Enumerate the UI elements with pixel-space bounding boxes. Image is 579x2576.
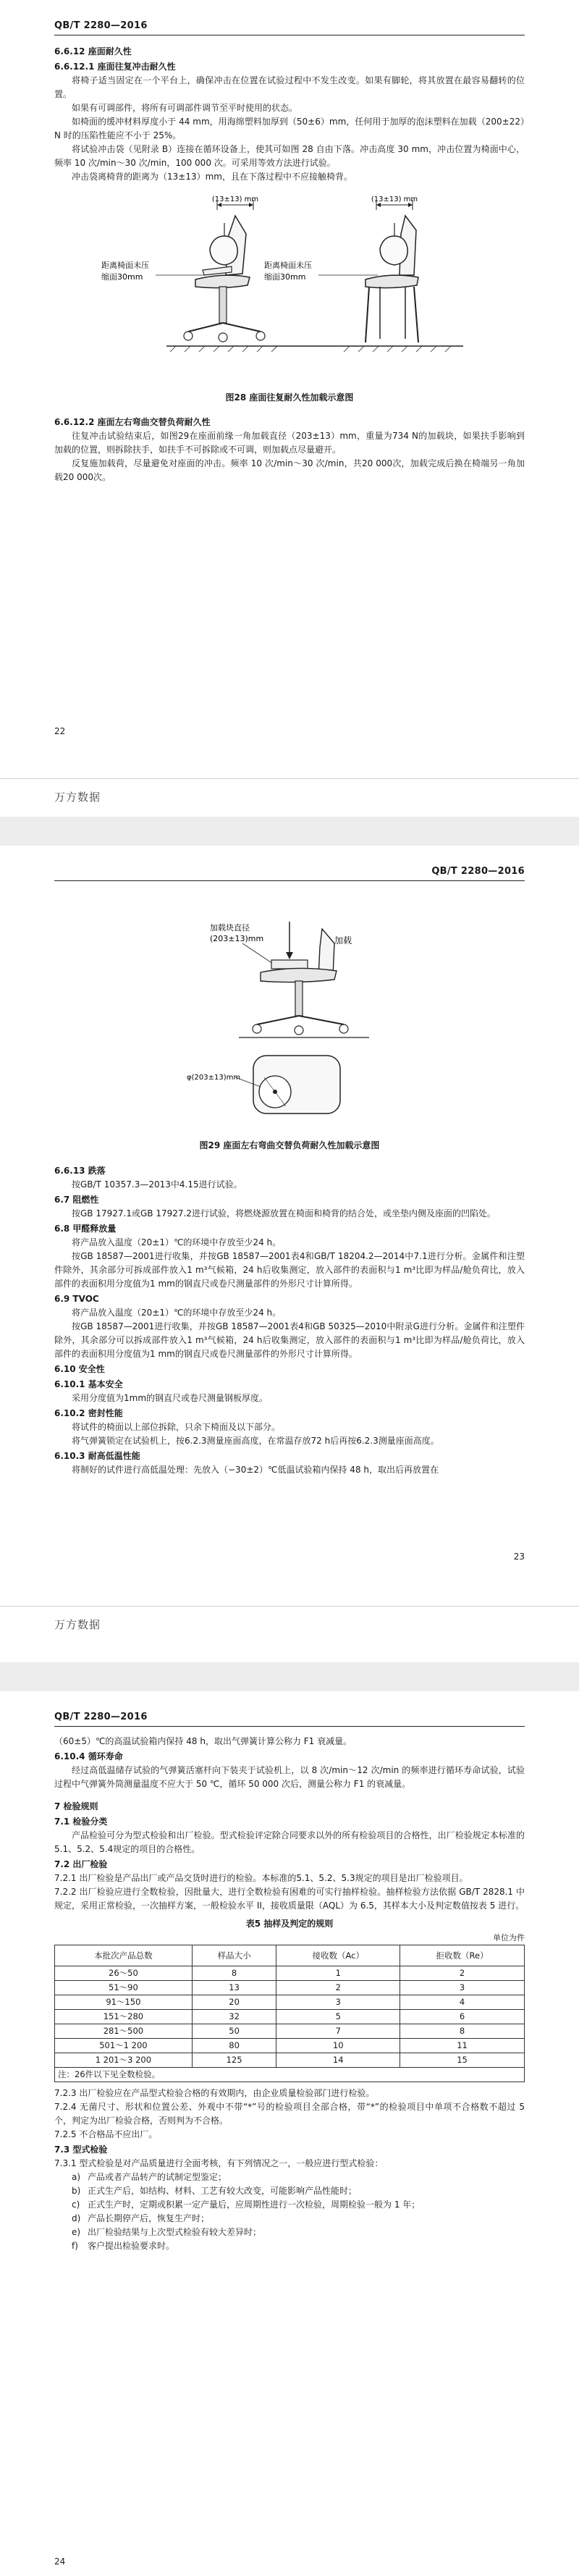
subsection-heading: 6.10.4 循环寿命 xyxy=(54,1751,123,1761)
table-cell: 26～50 xyxy=(55,1966,193,1981)
table-cell: 50 xyxy=(192,2024,276,2039)
subsection-heading: 6.6.12.1 座面往复冲击耐久性 xyxy=(54,62,176,72)
paragraph: 将产品放入温度（20±1）℃的环境中存放至少24 h。 xyxy=(72,1237,282,1247)
table-cell: 15 xyxy=(400,2053,525,2068)
paragraph: 将椅子适当固定在一个平台上，确保冲击在位置在试验过程中不发生改变。如果有脚轮，将其放置在最容易翻转的位置。 xyxy=(54,75,525,99)
paragraph: 采用分度值为1mm的钢直尺或卷尺测量钢板厚度。 xyxy=(72,1393,269,1403)
sampling-table xyxy=(54,1945,525,2082)
header-rule xyxy=(54,1726,525,1727)
table-header-row xyxy=(55,1945,525,1966)
paragraph: 反复施加载荷，尽量避免对座面的冲击。频率 10 次/min～30 次/min，共20 000次，加载完成后换在椅端另一角加载20 000次。 xyxy=(54,458,525,482)
paragraph: 7.3.1 型式检验是对产品质量进行全面考核，有下列情况之一，一般应进行型式检验： xyxy=(54,2158,384,2168)
paragraph: 7.2.1 出厂检验是产品出厂或产品交货时进行的检验。本标准的5.1、5.2、5.3规定的项目是出厂检验项目。 xyxy=(54,1873,468,1883)
subsection-heading: 6.10.3 耐高低温性能 xyxy=(54,1451,140,1461)
paragraph: 将制好的试件进行高低温处理：先放入（−30±2）℃低温试验箱内保持 48 h，取出后再放置在 xyxy=(72,1465,439,1475)
page-gap xyxy=(0,1662,579,1691)
table-cell: 8 xyxy=(400,2024,525,2039)
section-heading: 6.7 阻燃性 xyxy=(54,1195,99,1205)
table-row xyxy=(55,1966,525,1981)
section-heading: 6.9 TVOC xyxy=(54,1294,99,1304)
section-heading: 7.3 型式检验 xyxy=(54,2144,108,2155)
document-page-22 xyxy=(0,0,579,817)
table-cell: 80 xyxy=(192,2039,276,2053)
footer-brand: 万方数据 xyxy=(54,791,101,804)
table-cell: 91～150 xyxy=(55,1995,193,2010)
subsection-heading: 6.6.12.2 座面左右弯曲交替负荷耐久性 xyxy=(54,417,211,427)
figure-caption: 图28 座面往复耐久性加载示意图 xyxy=(225,392,354,403)
footer-divider xyxy=(0,1606,579,1607)
table-title: 表5 抽样及判定的规则 xyxy=(245,1919,334,1929)
table-unit: 单位为件 xyxy=(493,1933,525,1942)
paragraph: 按GB 18587—2001进行收集，并按GB 18587—2001表4和GB 50325—2010中附录G进行分析。金属件和注塑件除外，其余部分可以拆成部件放入1 m³气候箱，24 h后收集测定，放入部件的表面积与1 m³比即为样品/舱负荷比，放入部件的表面积用分度值为1 mm的钢直尺或卷尺测量部件的外形尺寸计算所得。 xyxy=(54,1321,525,1359)
page-body-lower xyxy=(54,414,525,484)
page-number: 23 xyxy=(513,1552,525,1562)
table-row xyxy=(55,1981,525,1995)
document-page-24 xyxy=(0,1691,579,2576)
table-row xyxy=(55,2053,525,2068)
paragraph: 产品检验可分为型式检验和出厂检验。型式检验评定除合同要求以外的所有检验项目的合格性，出厂检验规定本标准的5.1、5.2、5.4规定的项目的合格性。 xyxy=(54,1830,525,1854)
header-rule xyxy=(54,880,525,881)
page-number: 22 xyxy=(54,726,66,736)
section-heading: 6.6.12 座面耐久性 xyxy=(54,46,132,56)
dimension-label-left: (13±13) mm xyxy=(211,195,259,203)
table-cell: 8 xyxy=(192,1966,276,1981)
table-cell: 125 xyxy=(192,2053,276,2068)
document-page-23 xyxy=(0,846,579,1662)
paragraph: 冲击袋离椅背的距离为（13±13）mm，且在下落过程中不应接触椅背。 xyxy=(72,172,352,182)
paragraph: 7.2.2 出厂检验应进行全数检验，因批量大，进行全数检验有困难的可实行抽样检验。抽样检验方法依据 GB/T 2828.1 中规定，采用正常检验，一次抽样方案，一般检验水平 II，接收质量限（AQL）为 6.5，其样本大小及判定数值按表 5 进行。 xyxy=(54,1887,525,1911)
page-body xyxy=(54,43,525,184)
table-row xyxy=(55,1995,525,2010)
page-number: 24 xyxy=(54,2556,66,2567)
paragraph: 将试件的椅面以上部位拆除，只余下椅面及以下部分。 xyxy=(72,1422,281,1432)
page-header-standard: QB/T 2280—2016 xyxy=(54,1712,148,1722)
table-cell: 7 xyxy=(276,2024,400,2039)
paragraph: 经过高低温储存试验的气弹簧活塞杆向下装夹于试验机上，以 8 次/min～12 次/min 的频率进行循环寿命试验，试验过程中气弹簧外筒测量温度不应大于 50 ℃，循环 50 000 次后，测量公称力 F1 的衰减量。 xyxy=(54,1765,525,1789)
paragraph: 将气弹簧锁定在试验机上，按6.2.3测量座面高度，在常温存放72 h后再按6.2.3测量座面高度。 xyxy=(72,1436,439,1446)
paragraph: 将产品放入温度（20±1）℃的环境中存放至少24 h。 xyxy=(72,1308,282,1318)
figure-load-block-label-2: (203±13)mm xyxy=(210,934,264,943)
section-heading: 7.1 检验分类 xyxy=(54,1817,108,1827)
table-cell: 3 xyxy=(400,1981,525,1995)
paragraph: 按GB 18587—2001进行收集，并按GB 18587—2001表4和GB/T 18204.2—2014中7.1进行分析。金属件和注塑件除外，其余部分可拆成部件放入1 m³气候箱，24 h后收集测定，放入部件的表面积与1 m³比即为样品/舱负荷比，放入部件的表面积用分度值为1 mm的钢直尺或卷尺测量部件的外形尺寸计算所得。 xyxy=(54,1251,525,1289)
table-cell: 281～500 xyxy=(55,2024,193,2039)
list-item: b) 正式生产后，如结构、材料、工艺有较大改变，可能影响产品性能时； xyxy=(72,2186,358,2196)
table-header-cell: 拒收数（Re） xyxy=(400,1945,525,1966)
list-item: a) 产品或者产品转产的试制定型鉴定； xyxy=(72,2172,227,2182)
figure-load-label: 加载 xyxy=(334,935,352,946)
list-item: d) 产品长期停产后，恢复生产时； xyxy=(72,2213,210,2223)
paragraph: 7.2.3 出厂检验应在产品型式检验合格的有效期内，由企业质量检验部门进行检验。 xyxy=(54,2088,375,2098)
section-heading: 7.2 出厂检验 xyxy=(54,1859,108,1869)
figure-load-block-label: 加载块直径 xyxy=(210,923,250,933)
chapter-heading: 7 检验规则 xyxy=(54,1801,98,1811)
paragraph: 按GB 17927.1或GB 17927.2进行试验，将燃烧源放置在椅面和椅背的结合处，或坐垫内侧及座面的凹陷处。 xyxy=(72,1208,496,1218)
table-row xyxy=(55,2024,525,2039)
figure-diameter-label: φ(203±13)mm xyxy=(187,1074,241,1082)
subsection-heading: 6.10.2 密封性能 xyxy=(54,1408,123,1418)
table-cell: 151～280 xyxy=(55,2010,193,2024)
table-row xyxy=(55,2039,525,2053)
section-heading: 6.10 安全性 xyxy=(54,1364,105,1374)
paragraph: 如椅面的缓冲材料厚度小于 44 mm，用海绵塑料加厚到（50±6）mm，任何用于加厚的泡沫塑料在加载（200±22）N 时的压陷性能应不小于 25%。 xyxy=(54,117,525,140)
figure-caption: 图29 座面左右弯曲交替负荷耐久性加载示意图 xyxy=(199,1140,380,1150)
table-header-cell: 样品大小 xyxy=(192,1945,276,1966)
page-header-standard: QB/T 2280—2016 xyxy=(431,866,525,877)
table-cell: 20 xyxy=(192,1995,276,2010)
table-cell: 32 xyxy=(192,2010,276,2024)
office-chair-illustration xyxy=(184,216,265,342)
dimension-label-right: (13±13) mm xyxy=(371,195,418,203)
page-header-standard: QB/T 2280—2016 xyxy=(54,20,148,31)
paragraph: 如果有可调部件，将所有可调部件调节至平时使用的状态。 xyxy=(72,103,298,113)
table-cell: 3 xyxy=(276,1995,400,2010)
subsection-heading: 6.10.1 基本安全 xyxy=(54,1379,123,1389)
figure-label-right-line1: 距离椅面未压 xyxy=(264,261,312,270)
page-body xyxy=(54,1735,525,2253)
table-header-cell: 本批次产品总数 xyxy=(55,1945,193,1966)
section-heading: 6.6.13 跌落 xyxy=(54,1166,106,1176)
list-item: e) 出厂检验结果与上次型式检验有较大差异时； xyxy=(72,2227,262,2237)
page-body xyxy=(54,1163,525,1477)
footer-brand: 万方数据 xyxy=(54,1618,101,1631)
table-note: 注：26件以下见全数检验。 xyxy=(55,2068,525,2082)
table-cell: 14 xyxy=(276,2053,400,2068)
table-cell: 1 201～3 200 xyxy=(55,2053,193,2068)
paragraph: 往复冲击试验结束后，如图29在座面前缘一角加载直径（203±13）mm，重量为734 N的加载块，如果扶手影响到加载的位置，则拆除扶手，如扶手不可拆除或不可调，则加载点尽量避开。 xyxy=(54,431,525,455)
figure-label-left-line1: 距离椅面未压 xyxy=(101,261,149,270)
paragraph: （60±5）℃的高温试验箱内保持 48 h，取出气弹簧计算公称力 F1 衰减量。 xyxy=(54,1736,352,1746)
table-header-cell: 接收数（Ac） xyxy=(276,1945,400,1966)
table-cell: 5 xyxy=(276,2010,400,2024)
table-cell: 13 xyxy=(192,1981,276,1995)
table-cell: 11 xyxy=(400,2039,525,2053)
table-note-row xyxy=(55,2068,525,2082)
paragraph: 将试验冲击袋（见附录 B）连接在循环设备上，使其可如图 28 自由下落。冲击高度 30 mm，冲击位置为椅面中心，频率 10 次/min～30 次/min，100 000 次。可采用等效方法进行试验。 xyxy=(54,144,525,168)
table-cell: 2 xyxy=(276,1981,400,1995)
figure-29-seat-corner-load-diagram xyxy=(174,914,405,1132)
list-item: c) 正式生产时，定期或积累一定产量后，应周期性进行一次检验，周期检验一般为 1 年； xyxy=(72,2200,420,2210)
table-cell: 4 xyxy=(400,1995,525,2010)
table-cell: 1 xyxy=(276,1966,400,1981)
paragraph: 按GB/T 10357.3—2013中4.15进行试验。 xyxy=(72,1179,242,1190)
table-row xyxy=(55,2010,525,2024)
footer-divider xyxy=(0,778,579,779)
paragraph: 7.2.5 不合格品不应出厂。 xyxy=(54,2129,158,2139)
paragraph: 7.2.4 无菌尺寸、形状和位置公差、外观中不带“*”号的检验项目全部合格，带“*”的检验项目中单项不合格数不超过 5 个，判定为出厂检验合格，否则判为不合格。 xyxy=(54,2102,525,2126)
figure-label-right-line2: 缩面30mm xyxy=(264,272,306,282)
four-leg-chair-illustration xyxy=(365,216,418,342)
list-item: f) 客户提出检验要求时。 xyxy=(72,2241,175,2251)
table-cell: 10 xyxy=(276,2039,400,2053)
figure-28-seat-impact-diagram xyxy=(87,194,492,382)
table-cell: 51～90 xyxy=(55,1981,193,1995)
figure-label-left-line2: 缩面30mm xyxy=(101,272,143,282)
table-cell: 2 xyxy=(400,1966,525,1981)
table-cell: 501～1 200 xyxy=(55,2039,193,2053)
table-cell: 6 xyxy=(400,2010,525,2024)
section-heading: 6.8 甲醛释放量 xyxy=(54,1224,117,1234)
page-gap xyxy=(0,817,579,846)
